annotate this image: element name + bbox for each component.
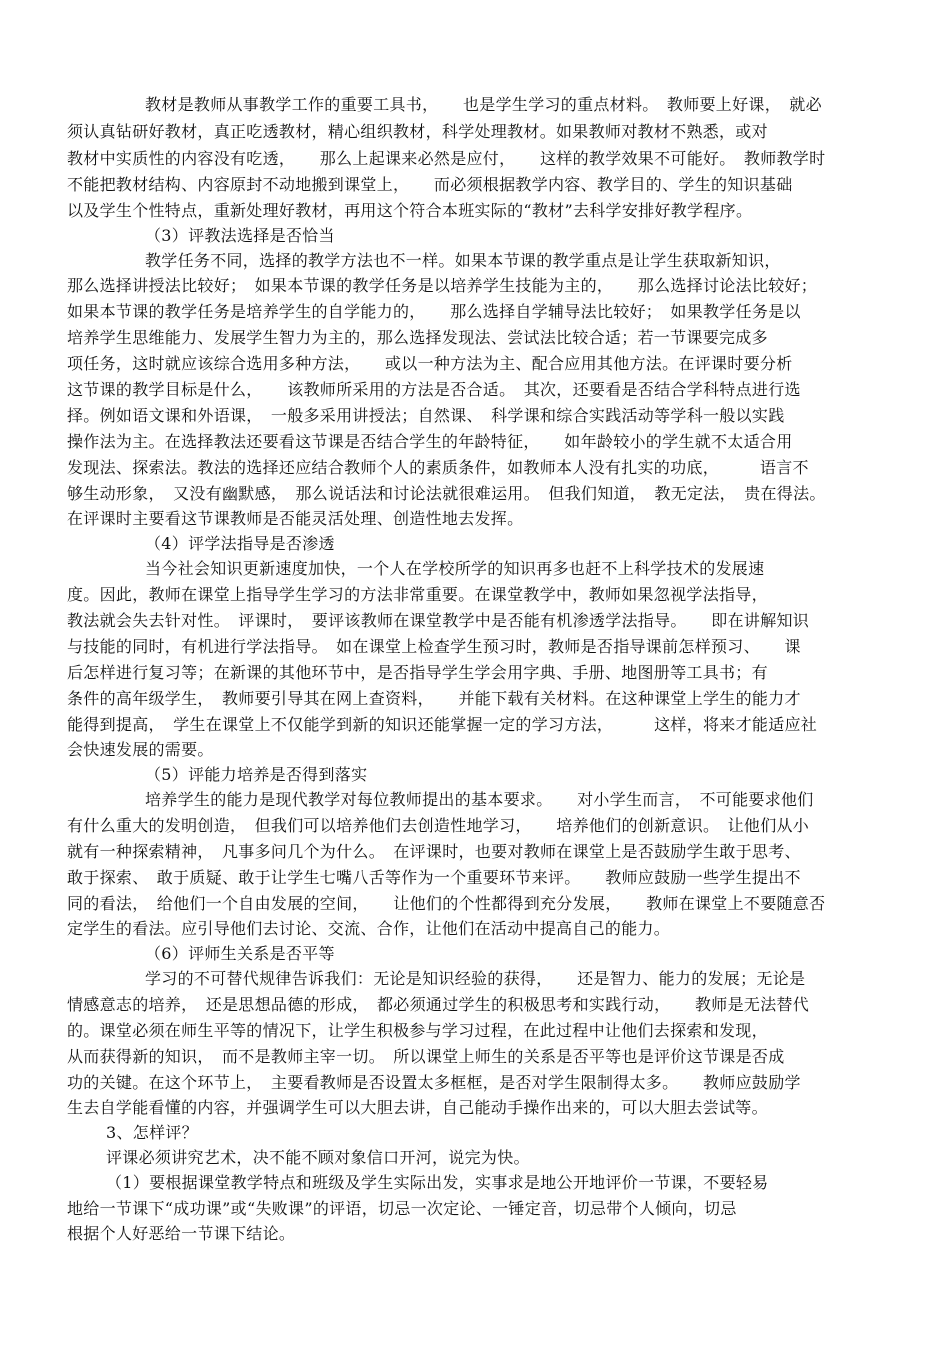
paragraph-line: 培养学生的能力是现代教学对每位教师提出的基本要求。 对小学生而言， 不可能要求他们 bbox=[145, 790, 814, 809]
paragraph-line: 定学生的看法。应引导他们去讨论、交流、合作，让他们在活动中提高自己的能力。 bbox=[67, 919, 671, 938]
section-heading: （6）评师生关系是否平等 bbox=[145, 944, 335, 963]
paragraph-line: 地给一节课下“成功课”或“失败课”的评语，切忌一次定论、一锤定音，切忌带个人倾向，切忌 bbox=[67, 1199, 737, 1218]
paragraph-line: 那么选择讲授法比较好； 如果本节课的教学任务是以培养学生技能为主的， 那么选择讨论法比较好； bbox=[67, 276, 818, 295]
section-heading: 3、怎样评？ bbox=[106, 1123, 198, 1142]
paragraph-line: 根据个人好恶给一节课下结论。 bbox=[67, 1224, 296, 1243]
paragraph-line: 教法就会失去针对性。 评课时， 要评该教师在课堂教学中是否能有机渗透学法指导。 即在讲解知识 bbox=[67, 611, 810, 630]
paragraph-line: 培养学生思维能力、发展学生智力为主的，那么选择发现法、尝试法比较合适；若一节课要完成多 bbox=[67, 328, 768, 347]
paragraph-line: 从而获得新的知识， 而不是教师主宰一切。 所以课堂上师生的关系是否平等也是评价这节课是否成 bbox=[67, 1047, 785, 1066]
paragraph-line: 教材是教师从事教学工作的重要工具书， 也是学生学习的重点材料。 教师要上好课， 就必 bbox=[145, 95, 822, 114]
paragraph-line: 有什么重大的发明创造， 但我们可以培养他们去创造性地学习， 培养他们的创新意识。 让他们从小 bbox=[67, 816, 810, 835]
section-heading: （5）评能力培养是否得到落实 bbox=[145, 765, 368, 784]
paragraph-line: 不能把教材结构、内容原封不动地搬到课堂上， 而必须根据教学内容、教学目的、学生的知识基础 bbox=[67, 175, 793, 194]
paragraph-line: 情感意志的培养， 还是思想品德的形成， 都必须通过学生的积极思考和实践行动， 教师是无法替代 bbox=[67, 995, 810, 1014]
paragraph-line: 这节课的教学目标是什么， 该教师所采用的方法是否合适。 其次，还要看是否结合学科特点进行选 bbox=[67, 380, 801, 399]
paragraph-line: 的。课堂必须在师生平等的情况下，让学生积极参与学习过程，在此过程中让他们去探索和发现， bbox=[67, 1021, 768, 1040]
paragraph-line: 以及学生个性特点，重新处理好教材，再用这个符合本班实际的“教材”去科学安排好教学程序。 bbox=[67, 201, 753, 220]
section-heading: （4）评学法指导是否渗透 bbox=[145, 534, 335, 553]
paragraph-line: 如果本节课的教学任务是培养学生的自学能力的， 那么选择自学辅导法比较好； 如果教学任务是以 bbox=[67, 302, 801, 321]
section-heading: （3）评教法选择是否恰当 bbox=[145, 226, 335, 245]
paragraph-line: 发现法、探索法。教法的选择还应结合教师个人的素质条件，如教师本人没有扎实的功底， 语言不 bbox=[67, 458, 809, 477]
paragraph-line: 项任务，这时就应该综合选用多种方法， 或以一种方法为主、配合应用其他方法。在评课时要分析 bbox=[67, 354, 793, 373]
paragraph-line: 操作法为主。在选择教法还要看这节课是否结合学生的年龄特征， 如年龄较小的学生就不太适合用 bbox=[67, 432, 793, 451]
paragraph-line: 当今社会知识更新速度加快，一个人在学校所学的知识再多也赶不上科学技术的发展速 bbox=[145, 559, 765, 578]
paragraph-line: 在评课时主要看这节课教师是否能灵活处理、创造性地去发挥。 bbox=[67, 509, 524, 528]
paragraph-line: 功的关键。在这个环节上， 主要看教师是否设置太多框框，是否对学生限制得太多。 教师应鼓励学 bbox=[67, 1073, 801, 1092]
paragraph-line: 同的看法， 给他们一个自由发展的空间， 让他们的个性都得到充分发展， 教师在课堂上不要随意否 bbox=[67, 894, 826, 913]
paragraph-line: （1）要根据课堂教学特点和班级及学生实际出发，实事求是地公开地评价一节课，不要轻易 bbox=[106, 1173, 769, 1192]
paragraph-line: 教学任务不同，选择的教学方法也不一样。如果本节课的教学重点是让学生获取新知识， bbox=[145, 251, 781, 270]
paragraph-line: 评课必须讲究艺术，决不能不顾对象信口开河，说完为快。 bbox=[106, 1148, 530, 1167]
paragraph-line: 条件的高年级学生， 教师要引导其在网上查资料， 并能下载有关材料。在这种课堂上学生的能力才 bbox=[67, 689, 801, 708]
paragraph-line: 学习的不可替代规律告诉我们：无论是知识经验的获得， 还是智力、能力的发展；无论是 bbox=[145, 969, 806, 988]
paragraph-line: 够生动形象， 又没有幽默感， 那么说话法和讨论法就很难运用。 但我们知道， 教无定法， 贵在得法。 bbox=[67, 484, 826, 503]
paragraph-line: 须认真钻研好教材，真正吃透教材，精心组织教材，科学处理教材。如果教师对教材不熟悉，或对 bbox=[67, 122, 768, 141]
paragraph-line: 后怎样进行复习等；在新课的其他环节中，是否指导学生学会用字典、手册、地图册等工具书；有 bbox=[67, 663, 768, 682]
paragraph-line: 择。例如语文课和外语课， 一般多采用讲授法；自然课、 科学课和综合实践活动等学科一般以实践 bbox=[67, 406, 785, 425]
paragraph-line: 会快速发展的需要。 bbox=[67, 740, 214, 759]
paragraph-line: 度。因此，教师在课堂上指导学生学习的方法非常重要。在课堂教学中，教师如果忽视学法指导， bbox=[67, 585, 768, 604]
paragraph-line: 能得到提高， 学生在课堂上不仅能学到新的知识还能掌握一定的学习方法， 这样，将来才能适应社 bbox=[67, 715, 818, 734]
paragraph-line: 生去自学能看懂的内容，并强调学生可以大胆去讲，自己能动手操作出来的，可以大胆去尝试等。 bbox=[67, 1098, 768, 1117]
paragraph-line: 与技能的同时，有机进行学法指导。 如在课堂上检查学生预习时，教师是否指导课前怎样预习、 课 bbox=[67, 637, 801, 656]
paragraph-line: 就有一种探索精神， 凡事多问几个为什么。 在评课时，也要对教师在课堂上是否鼓励学生敢于思考、 bbox=[67, 842, 801, 861]
paragraph-line: 教材中实质性的内容没有吃透， 那么上起课来必然是应付， 这样的教学效果不可能好。 教师教学时 bbox=[67, 149, 826, 168]
paragraph-line: 敢于探索、 敢于质疑、敢于让学生七嘴八舌等作为一个重要环节来评。 教师应鼓励一些学生提出不 bbox=[67, 868, 801, 887]
